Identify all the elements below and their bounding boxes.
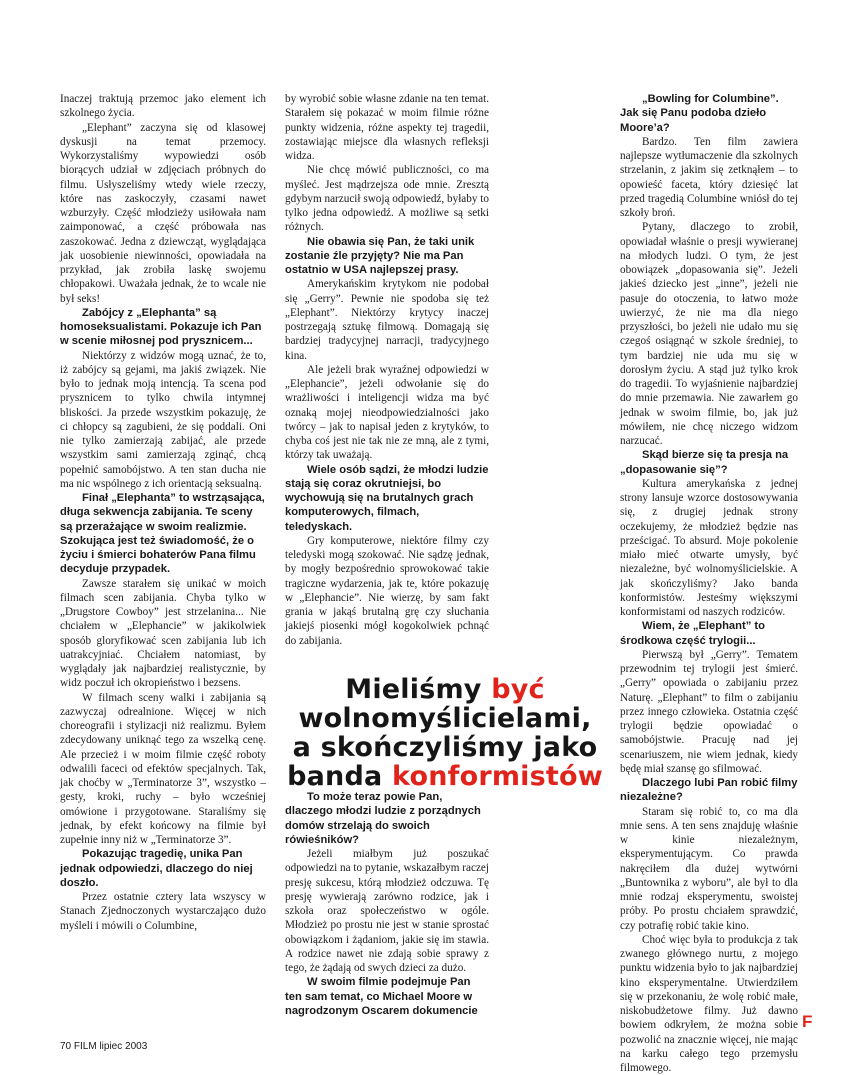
interview-question: Wiele osób sądzi, że młodzi ludzie stają się coraz okrutniejsi, bo wychowują się na brutalnych grach komputerowych, filmach, teledyskach. <box>285 463 489 533</box>
article-column-2-lower <box>285 790 489 1018</box>
paragraph: „Elephant” zaczyna się od klasowej dyskusji na temat przemocy. Wykorzystaliśmy wypowiedzi osób biorących udział w zdjęciach próbnych do filmu. Usłyszeliśmy wtedy wiele rzeczy, które nas zaskoczyły, czasami nawet wzburzyły. Część młodzieży usiłowała nam zaimponować, a część próbowała nas zaszokować. Jedna z dziewcząt, wyglądająca jak uosobienie niewinności, opowiadała na przykład, jak zrobiła laskę swojemu chłopakowi. Uważała jednak, że to wcale nie był seks! <box>60 121 266 305</box>
paragraph: Gry komputerowe, niektóre filmy czy teledyski mogą szokować. Nie sądzę jednak, by mogły bezpośrednio sprowokować takie tragiczne wydarzenia, jak te, które pokazuję w „Elephancie”. Nie wierzę, by sam fakt grania w jakąś brutalną grę czy słuchania jakiejś piosenki mógł kogokolwiek pchnąć do zabijania. <box>285 534 489 647</box>
paragraph: Przez ostatnie cztery lata wszyscy w Stanach Zjednoczonych wystarczająco dużo myśleli i mówili o Columbine, <box>60 891 266 932</box>
interview-question: Wiem, że „Elephant” to środkowa część trylogii... <box>620 620 765 647</box>
pull-quote-highlight-1: być <box>491 674 545 705</box>
interview-question: Nie obawia się Pan, że taki unik zostanie źle przyjęty? Nie ma Pan ostatnio w USA najlepszej prasy. <box>285 235 475 276</box>
interview-question: To może teraz powie Pan, dlaczego młodzi ludzie z porządnych domów strzelają do swoich rówieśników? <box>285 791 481 846</box>
paragraph: Choć więc była to produkcja z tak zwanego głównego nurtu, z mojego punktu widzenia było to jak najbardziej kino eksperymentalne. Utwierdziłem się w przekonaniu, że wolę robić małe, niskobudżetowe filmy. Już dawno bowiem odkryłem, że można sobie pozwolić na znacznie więcej, nie mając na karku całego tego przemysłu filmowego. <box>620 933 798 1074</box>
paragraph: Staram się robić to, co ma dla mnie sens. A ten sens znajduję właśnie w kinie niezależnym, eksperymentującym. Co prawda nakręciłem dla dużej wytwórni „Buntownika z wyboru”, ale był to dla mnie rodzaj eksperymentu, swoistej próby. Po prostu chciałem sprawdzić, czy potrafię robić takie kino. <box>620 805 798 932</box>
interview-question: Skąd bierze się ta presja na „dopasowanie się”? <box>620 449 789 476</box>
interview-question: Zabójcy z „Elephanta” są homoseksualistami. Pokazuje ich Pan w scenie miłosnej pod prysznicem... <box>60 306 262 348</box>
paragraph: Niektórzy z widzów mogą uznać, że to, iż zabójcy są gejami, ma jakiś związek. Nie było to jednak moją intencją. Ta scena pod prysznicem to tylko chwila intymnej bliskości. Ja przede wszystkim pokazuję, że ci chłopcy są zagubieni, że się poddali. Oni nie tylko zamierzają zabijać, ale przede wszystkim sami zamierzają zginąć, chcą popełnić samobójstwo. A ten stan ducha nie ma nic wspólnego z ich orientacją seksualną. <box>60 349 266 490</box>
page-footer: 70 FILM lipiec 2003 <box>60 1041 148 1052</box>
paragraph: by wyrobić sobie własne zdanie na ten temat. Starałem się pokazać w moim filmie różne punkty widzenia, różne aspekty tej tragedii, zostawiając miejsce dla własnych refleksji widza. <box>285 93 489 162</box>
article-column-1 <box>60 92 266 933</box>
paragraph: Ale jeżeli brak wyraźnej odpowiedzi w „Elephancie”, jeżeli odwołanie się do wrażliwości i inteligencji widza ma być oznaką mojej nieodpowiedzialności jako twórcy – jak to napisał jeden z krytyków, to chyba coś jest nie tak nie ze mną, ale z tymi, którzy tak uważają. <box>285 363 489 462</box>
pull-quote-highlight-2: konformistów <box>392 761 603 792</box>
pull-quote-text-2: wolnomyślicielami, a skończyliśmy jako banda <box>287 703 598 792</box>
paragraph: Inaczej traktują przemoc jako element ich szkolnego życia. <box>60 93 266 120</box>
pull-quote-text-1: Mieliśmy <box>345 674 492 705</box>
paragraph: Amerykańskim krytykom nie podobał się „Gerry”. Pewnie nie spodoba się też „Elephant”. Niektórzy krytycy inaczej postrzegają sztukę filmową. Domagają się bardziej tradycyjnej narracji, tradycyjnego kina. <box>285 278 489 362</box>
interview-question: Dlaczego lubi Pan robić filmy niezależne? <box>620 777 798 804</box>
paragraph: Pierwszą był „Gerry”. Tematem przewodnim tej trylogii jest śmierć. „Gerry” opowiada o zabijaniu przez Naturę. „Elephant” to film o zabijaniu przez innego człowieka. Ostatnia część trylogii będzie opowiadać o samobójstwie. Pracuję nad jej scenariuszem, nie wiem jednak, kiedy będę miał szansę go sfilmować. <box>620 648 798 775</box>
paragraph: Nie chcę mówić publiczności, co ma myśleć. Jest mądrzejsza ode mnie. Zresztą gdybym narzucił swoją odpowiedź, byłaby to tylko jedna odpowiedź. A możliwe są setki różnych. <box>285 164 489 234</box>
paragraph: Jeżeli miałbym już poszukać odpowiedzi na to pytanie, wskazałbym raczej presję sukcesu, którą młodzież odczuwa. Tę presję wywierają zarówno rodzice, jak i szkoła oraz społeczeństwo w ogóle. Młodzież po prostu nie jest w stanie sprostać obowiązkom i żądaniom, jakie się im stawia. A rodzice nawet nie zdają sobie sprawy z tego, że żądają od swych dzieci za dużo. <box>285 848 489 974</box>
interview-question: Finał „Elephanta” to wstrząsająca, długa sekwencja zabijania. Te sceny są przerażające w swoim realizmie. Szokująca jest też świadomość, że o życiu i śmierci bohaterów Pana filmu decyduje przypadek. <box>60 492 265 576</box>
interview-question: Pokazując tragedię, unika Pan jednak odpowiedzi, dlaczego do niej doszło. <box>60 848 253 889</box>
article-column-2 <box>285 92 489 648</box>
pull-quote <box>285 675 605 791</box>
paragraph: Pytany, dlaczego to zrobił, opowiadał właśnie o presji wywieranej na młodych ludzi. O tym, że jest obowiązek „dopasowania się”. Jeżeli jakieś dziecko jest „inne”, jeżeli nie pasuje do otoczenia, to łatwo może uwierzyć, że nie ma dla niego przyszłości, bo jeżeli nie udało mu się czegoś osiągnąć w szkole średniej, to tym bardziej nie uda mu się w dorosłym życiu. A stąd już tylko krok do tragedii. To wyjaśnienie najbardziej do mnie przemawia. Nie zawarłem go jednak w swoim filmie, bo, jak już mówiłem, nie chcę niczego widzom narzucać. <box>620 221 798 447</box>
paragraph: W filmach sceny walki i zabijania są zazwyczaj odrealnione. Więcej w nich choreografii i stylizacji niż realizmu. Byłem zdecydowany uniknąć tego za wszelką cenę. Ale przecież i w moim filmie część roboty odwalili faceci od efektów specjalnych. Tak, jak choćby w „Terminatorze 3”, wszystko – gesty, kroki, ruchy – było wcześniej omówione i przygotowane. Staraliśmy się jednak, by efekt końcowy na filmie był zupełnie inny niż w „Terminatorze 3”. <box>60 691 266 846</box>
article-column-3 <box>620 92 798 1075</box>
paragraph: Kultura amerykańska z jednej strony lansuje wzorce dostosowywania się, z drugiej jednak strony oczekujemy, że młodzież będzie nas prześcigać. To absurd. Moje pokolenie miało mieć otwarte umysły, być niezależne, być wolnomyślicielskie. A jak skończyliśmy? Jako banda konformistów. Jesteśmy większymi konformistami od naszych rodziców. <box>620 477 798 618</box>
paragraph: Zawsze starałem się unikać w moich filmach scen zabijania. Chyba tylko w „Drugstore Cowboy” jest strzelanina... Nie chciałem w „Elephancie” w jakikolwiek sposób gloryfikować scen zabijania lub ich uatrakcyjniać. Chciałem natomiast, by wyglądały jak najbardziej realistycznie, by widz poczuł ich okropieństwo i bezsens. <box>60 577 266 690</box>
interview-question: W swoim filmie podejmuje Pan ten sam temat, co Michael Moore w nagrodzonym Oscarem dokumencie <box>285 976 478 1017</box>
paragraph: Bardzo. Ten film zawiera najlepsze wytłumaczenie dla szkolnych strzelanin, z jakim się zetknąłem – to opowieść faceta, który dziesięć lat przed tragedią Columbine wniósł do tej szkoły broń. <box>620 135 798 219</box>
interview-question: „Bowling for Columbine”. Jak się Panu podoba dzieło Moore’a? <box>620 93 779 134</box>
end-mark-logo: F <box>802 1012 813 1031</box>
